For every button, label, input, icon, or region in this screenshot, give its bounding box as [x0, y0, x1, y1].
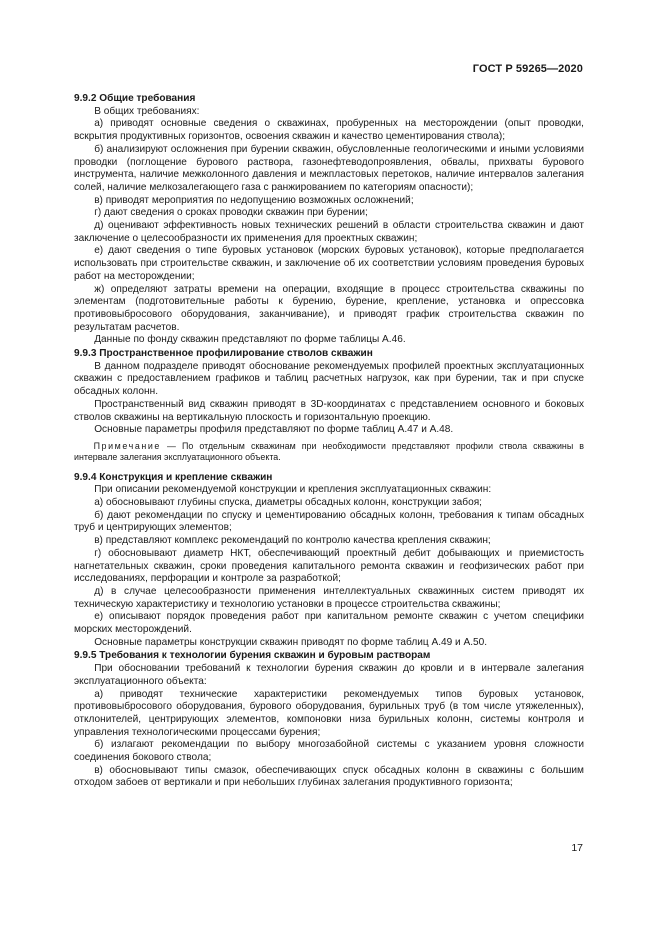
paragraph: д) в случае целесообразности применения интеллектуальных скважинных систем приводят их техническую характеристику и технологию установки в процессе строительства скважины; — [74, 585, 584, 610]
note-text: — По отдельным скважинам при необходимости представляют профили ствола скважины в интервале залегания эксплуатационного объекта. — [74, 440, 584, 463]
paragraph: ж) определяют затраты времени на операции, входящие в процесс строительства скважины по элементам (подготовительные работы к бурению, бурение, крепление, установка и опрессовка противовыбросового оборудования, заканчивание), и приводят график строительства скважин по результатам расчетов. — [74, 283, 584, 333]
section-heading-9-9-5 — [74, 650, 584, 663]
paragraph: Пространственный вид скважин приводят в 3D-координатах с представлением основного и боковых стволов скважины на вертикальную плоскость и горизонтальную проекцию. — [74, 398, 584, 423]
section-title: Пространственное профилирование стволов скважин — [99, 348, 373, 360]
paragraph: а) приводят основные сведения о скважинах, пробуренных на месторождении (опыт проводки, вскрытия продуктивных горизонтов, освоения скважин и качество цементирования ствола); — [74, 118, 584, 143]
paragraph: б) излагают рекомендации по выбору многозабойной системы с указанием уровня сложности соединения бокового ствола; — [74, 739, 584, 764]
page-number: 17 — [571, 842, 583, 854]
paragraph: При обосновании требований к технологии бурения скважин до кровли и в интервале залегания эксплуатационного объекта: — [74, 663, 584, 687]
section-heading-9-9-3 — [74, 348, 584, 361]
section-number: 9.9.5 — [74, 650, 97, 662]
paragraph: Данные по фонду скважин представляют по форме таблицы А.46. — [94, 334, 406, 346]
section-number: 9.9.2 — [74, 93, 97, 104]
paragraph: г) обосновывают диаметр НКТ, обеспечивающий проектный дебит добывающих и приемистость нагнетательных скважин, сроки проведения капитального ремонта скважин и геофизических работ при исследованиях, перфорации и контроле за разработкой; — [74, 547, 584, 585]
document-body — [74, 92, 584, 790]
section-number: 9.9.3 — [74, 348, 97, 360]
paragraph: б) анализируют осложнения при бурении скважин, обусловленные геологическими и иными условиями проводки (поглощение бурового раствора, газонефтеводопроявления, обвалы, прихваты бурового инструмента, наличие межколонного давления и межпластовых перетоков, наличие интервалов залегания солей, наличие мелкозалегающего газа с ранжированием по категориям опасности); — [74, 143, 584, 193]
section-heading-9-9-2 — [74, 93, 584, 106]
note-label: Примечание — [93, 440, 161, 451]
paragraph: а) приводят технические характеристики рекомендуемых типов буровых установок, противовыбросового оборудования, бурового оборудования, бурильных труб (в том числе утяжеленных), отклонителей, центрирующих элементов, компоновки низа бурильных колонн, системы контроля и управления технологическими процессами бурения; — [74, 688, 584, 738]
paragraph: В общих требованиях: — [94, 105, 200, 117]
paragraph: д) оценивают эффективность новых технических решений в области строительства скважин и дают заключение о целесообразности их применения для проектных скважин; — [74, 220, 584, 244]
paragraph: В данном подразделе приводят обоснование рекомендуемых профилей проектных эксплуатационных скважин с предоставлением графиков и таблиц расчетных нагрузок, как при бурении, так и при спуске обсадных колонн. — [74, 360, 584, 398]
section-title: Требования к технологии бурения скважин и буровым растворам — [99, 650, 431, 662]
paragraph: в) приводят мероприятия по недопущению возможных осложнений; — [94, 194, 414, 206]
paragraph: Основные параметры конструкции скважин приводят по форме таблиц А.49 и А.50. — [94, 636, 488, 648]
paragraph: При описании рекомендуемой конструкции и крепления эксплуатационных скважин: — [94, 484, 492, 496]
paragraph: а) обосновывают глубины спуска, диаметры обсадных колонн, конструкции забоя; — [94, 496, 482, 508]
paragraph: е) описывают порядок проведения работ при капитальном ремонте скважин с учетом специфики морских месторождений. — [74, 611, 584, 636]
paragraph: б) дают рекомендации по спуску и цементированию обсадных колонн, требования к типам обсадных труб и центрирующих элементов; — [74, 509, 584, 534]
document-id: ГОСТ Р 59265—2020 — [472, 63, 583, 75]
paragraph: е) дают сведения о типе буровых установок (морских буровых установок), которые предполагается использовать при строительстве скважин, и заключение об их соответствии условиям проведения буровых работ на месторождении; — [74, 245, 584, 282]
paragraph: г) дают сведения о сроках проводки скважин при бурении; — [94, 207, 368, 219]
section-number: 9.9.4 — [74, 471, 97, 483]
section-title: Общие требования — [99, 93, 196, 104]
note — [74, 441, 584, 464]
paragraph: Основные параметры профиля представляют по форме таблиц А.47 и А.48. — [94, 424, 454, 436]
section-heading-9-9-4 — [74, 472, 584, 485]
section-title: Конструкция и крепление скважин — [99, 471, 273, 483]
paragraph: в) обосновывают типы смазок, обеспечивающих спуск обсадных колонн в скважины с большим отходом забоев от вертикали и при небольших глубинах залегания продуктивного горизонта; — [74, 764, 584, 789]
paragraph: в) представляют комплекс рекомендаций по контролю качества крепления скважин; — [94, 535, 491, 547]
